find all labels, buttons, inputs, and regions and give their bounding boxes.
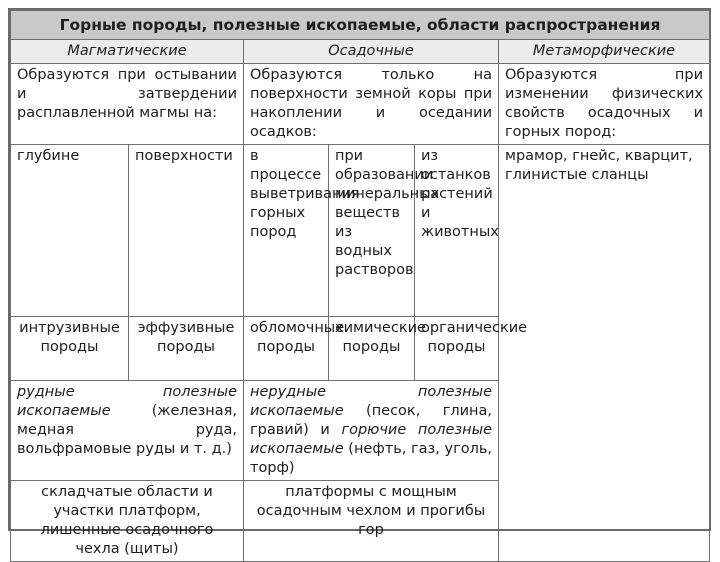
process-weathering: в процессе выветривания горных пород [244, 145, 329, 317]
fuel-minerals-list: (нефть, газ, уголь, торф) [250, 441, 492, 476]
nonore-minerals-title: нерудные полезные ископаемые [250, 384, 492, 419]
process-remains: из останков растений и животных [415, 145, 499, 317]
rock-intrusive: интрузивные породы [11, 317, 129, 381]
rock-chemical: химические породы [329, 317, 415, 381]
rock-organic: органические породы [415, 317, 499, 381]
region-magmatic: складчатые области и участки платформ, лишенные осадочного чехла (щиты) [11, 481, 244, 562]
rocks-table [10, 10, 710, 562]
fuel-minerals-title: горючие полезные ископаемые [250, 422, 492, 457]
rock-effusive: эффузивные породы [129, 317, 244, 381]
formation-metamorphic: Образуются при изменении физических свойств осадочных и горных пород: [499, 64, 710, 145]
table-title: Горные породы, полезные ископаемые, области распространения [11, 11, 710, 40]
nonore-minerals [244, 381, 499, 481]
process-minerals: при образовании минеральных веществ из водных растворов [329, 145, 415, 317]
header-metamorphic: Метаморфические [499, 40, 710, 64]
rock-clastic: обломочные породы [244, 317, 329, 381]
nonore-minerals-list: (песок, глина, гравий) и [250, 403, 492, 438]
ore-minerals-list: (железная, медная руда, вольфрамовые руды и т. д.) [17, 403, 237, 457]
header-sedimentary: Осадочные [244, 40, 499, 64]
formation-sedimentary: Образуются только на поверхности земной коры при накоплении и оседании осадков: [244, 64, 499, 145]
process-depth: глубине [11, 145, 129, 317]
ore-minerals-title: рудные полезные ископаемые [17, 384, 237, 419]
process-surface: поверхности [129, 145, 244, 317]
header-magmatic: Магматические [11, 40, 244, 64]
metamorphic-examples: мрамор, гнейс, кварцит, глинистые сланцы [499, 145, 710, 562]
region-sedimentary: платформы с мощным осадочным чехлом и прогибы гор [244, 481, 499, 562]
formation-magmatic: Образуются при остывании и затвердении расплавленной магмы на: [11, 64, 244, 145]
ore-minerals [11, 381, 244, 481]
